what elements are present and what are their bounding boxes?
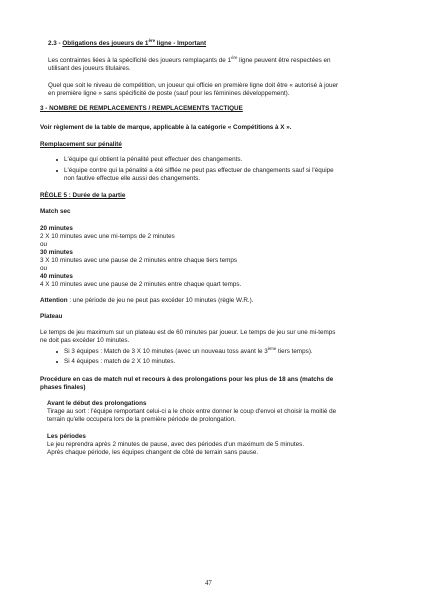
- section-2-3-title: [48, 37, 207, 48]
- section-3-title: 3 - NOMBRE DE REMPLACEMENTS / REMPLACEMENTS TACTIQUE: [40, 105, 243, 112]
- procedure-heading: [40, 376, 390, 392]
- attention-label: Attention: [40, 297, 68, 304]
- text: ne doit pas excéder 10 minutes.: [40, 336, 130, 344]
- duration-30-title: 30 minutes: [40, 248, 73, 256]
- text: non fautive effectue elle aussi des changements.: [64, 174, 201, 182]
- page-number: 47: [205, 580, 212, 587]
- plateau-bullet-2: Si 4 équipes : match de 2 X 10 minutes.: [64, 358, 176, 365]
- text: phases finales): [40, 383, 86, 391]
- or-text: ou: [40, 240, 48, 248]
- text: Quel que soit le niveau de compétition, un joueur qui officie en première ligne doit être « autorisé à jouer: [48, 82, 339, 89]
- plateau-paragraph: [40, 329, 386, 345]
- duration-40-desc: 4 X 10 minutes avec une pause de 2 minutes entre chaque quart temps.: [40, 280, 242, 288]
- text: Après chaque période, les équipes changent de côté de terrain sans pause.: [47, 448, 259, 456]
- text: utilisant des joueurs titulaires.: [48, 64, 131, 72]
- duration-20-desc: 2 X 10 minutes avec une mi-temps de 2 minutes: [40, 232, 175, 240]
- superscript: ère: [231, 54, 238, 60]
- text: Le jeu reprendra après 2 minutes de pause, avec des périodes d'un maximum de 5 minutes.: [47, 441, 305, 448]
- section-2-3-paragraph-2: [48, 82, 388, 98]
- title-text: Obligations des joueurs de 1: [62, 40, 149, 47]
- section-2-3-paragraph-1: [48, 54, 382, 73]
- duration-40-title: 40 minutes: [40, 272, 73, 280]
- text: ligne peuvent être respectées en: [237, 57, 331, 64]
- bullet-icon: [56, 351, 58, 353]
- bullet-icon: [56, 159, 58, 161]
- subsection-remplacement-penalite: Remplacement sur pénalité: [40, 141, 122, 148]
- match-sec-heading: Match sec: [40, 208, 71, 215]
- text: en première ligne » sans spécificité de poste (sauf pour les féminines développement).: [48, 89, 290, 97]
- avant-prolongations-heading: Avant le début des prolongations: [47, 400, 147, 407]
- text: Le temps de jeu maximum sur un plateau est de 60 minutes par joueur. Le temps de jeu sur une mi-temps: [40, 329, 336, 336]
- bullet-item-1: L'équipe qui obtient la pénalité peut effectuer des changements.: [64, 156, 243, 163]
- title-text-end: ligne - Important: [155, 40, 207, 47]
- periodes-paragraph: [47, 441, 387, 457]
- bullet-icon: [56, 170, 58, 172]
- regle-5-title: RÈGLE 5 : Durée de la partie: [40, 192, 126, 199]
- text: Les contraintes liées à la spécificité des joueurs remplaçants de 1: [48, 57, 232, 64]
- bullet-item-2: [64, 167, 394, 183]
- text: Procédure en cas de match nul et recours à des prolongations pour les plus de 18 ans (matchs de: [40, 376, 334, 383]
- title-superscript: ère: [148, 37, 156, 43]
- section-3-intro: Voir règlement de la table de marque, applicable à la catégorie « Compétitions à X ».: [40, 124, 292, 131]
- periodes-heading: Les périodes: [47, 433, 86, 440]
- text: terrain qu'elle occupera lors de la première période de prolongation.: [47, 415, 236, 423]
- duration-30-desc: 3 X 10 minutes avec une pause de 2 minutes entre chaque tiers temps: [40, 256, 238, 264]
- section-number: 2.3 -: [48, 40, 63, 47]
- text: tiers temps).: [276, 348, 313, 355]
- text: L'équipe contre qui la pénalité a été sifflée ne peut pas effectuer de changements sauf si l'équipe: [64, 167, 334, 174]
- attention-text: : une période de jeu ne peut pas excéder 10 minutes (règle W.R.).: [67, 297, 254, 304]
- superscript: ème: [267, 345, 277, 351]
- plateau-heading: Plateau: [40, 313, 63, 320]
- text: Si 3 équipes : Match de 3 X 10 minutes (avec un nouveau toss avant le 3: [64, 348, 268, 355]
- avant-prolongations-paragraph: [47, 408, 387, 424]
- bullet-icon: [56, 361, 58, 363]
- text: Tirage au sort : l'équipe remportant celui-ci a le choix entre donner le coup d'envoi et choisir la moitié de: [47, 408, 337, 415]
- plateau-bullet-1: [64, 345, 313, 356]
- match-durations: [40, 225, 241, 289]
- attention-note: [40, 297, 254, 305]
- duration-20-title: 20 minutes: [40, 225, 73, 232]
- or-text: ou: [40, 264, 48, 272]
